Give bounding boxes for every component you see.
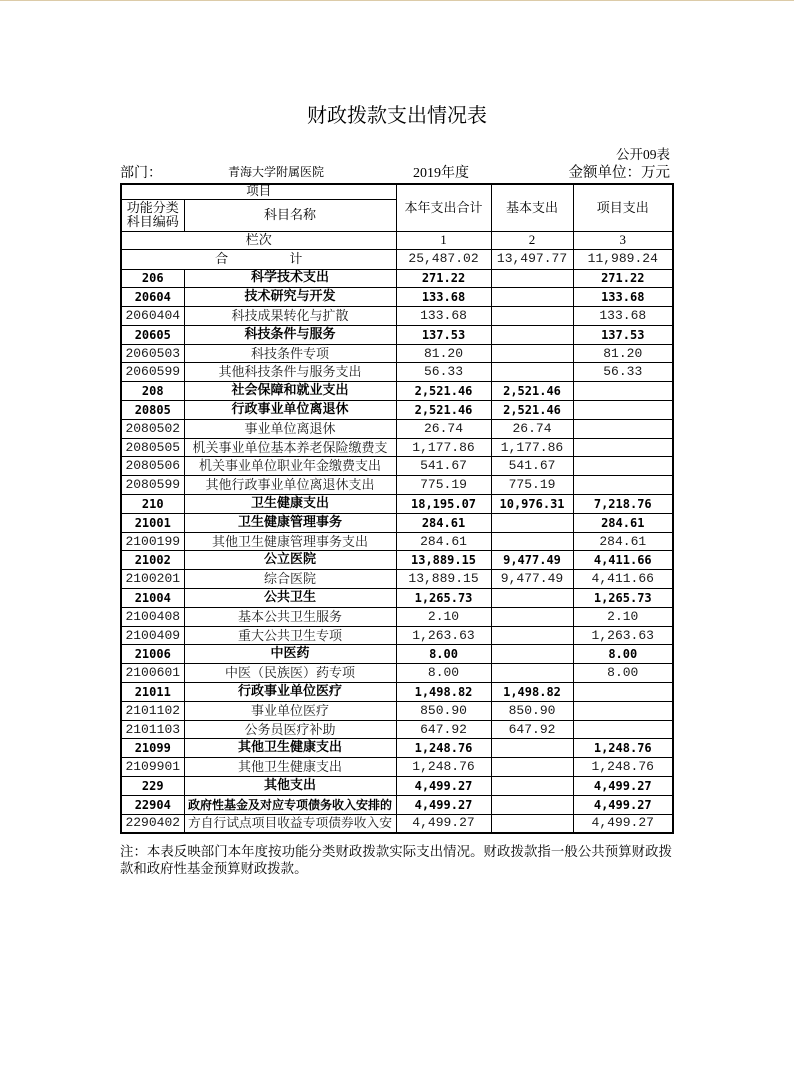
project-expenditure-cell: 271.22: [573, 269, 673, 288]
table-row: [121, 344, 673, 363]
project-expenditure-cell: 56.33: [573, 363, 673, 382]
table-row: [121, 758, 673, 777]
basic-expenditure-cell: 2,521.46: [491, 401, 573, 420]
project-expenditure-header: 项目支出: [573, 184, 673, 231]
subject-name-cell: 事业单位离退休: [184, 419, 396, 438]
project-expenditure-cell: 284.61: [573, 532, 673, 551]
project-expenditure-cell: 1,248.76: [573, 758, 673, 777]
subject-name-cell: 行政事业单位离退休: [184, 401, 396, 420]
table-row: [121, 814, 673, 833]
subject-name-cell: 综合医院: [184, 570, 396, 589]
project-expenditure-cell: 4,411.66: [573, 551, 673, 570]
table-row: [121, 664, 673, 683]
total-expenditure-cell: 284.61: [396, 513, 491, 532]
total-expenditure-cell: 13,889.15: [396, 551, 491, 570]
function-code-cell: 2080506: [121, 457, 184, 476]
grand-total-expenditure: 25,487.02: [396, 249, 491, 269]
column-index-1: 1: [396, 231, 491, 249]
table-row: [121, 438, 673, 457]
header-row-item: [121, 184, 673, 199]
basic-expenditure-cell: [491, 626, 573, 645]
table-row: [121, 777, 673, 796]
function-code-cell: 20805: [121, 401, 184, 420]
project-expenditure-cell: 81.20: [573, 344, 673, 363]
basic-expenditure-cell: [491, 795, 573, 814]
basic-expenditure-cell: [491, 363, 573, 382]
basic-expenditure-cell: 850.90: [491, 701, 573, 720]
function-code-cell: 229: [121, 777, 184, 796]
grand-total-row: [121, 249, 673, 269]
department-label: 部门：: [120, 166, 162, 181]
function-code-cell: 2060599: [121, 363, 184, 382]
basic-expenditure-cell: 1,177.86: [491, 438, 573, 457]
table-row: [121, 419, 673, 438]
total-expenditure-cell: 133.68: [396, 288, 491, 307]
function-code-cell: 22904: [121, 795, 184, 814]
table-row: [121, 551, 673, 570]
project-expenditure-cell: [573, 457, 673, 476]
basic-expenditure-cell: [491, 645, 573, 664]
function-code-cell: 210: [121, 495, 184, 514]
project-expenditure-cell: 2.10: [573, 607, 673, 626]
table-row: [121, 363, 673, 382]
subject-name-cell: 中医药: [184, 645, 396, 664]
function-code-cell: 2100408: [121, 607, 184, 626]
total-expenditure-cell: 4,499.27: [396, 795, 491, 814]
basic-expenditure-cell: [491, 814, 573, 833]
item-header: 项目: [121, 184, 396, 199]
basic-expenditure-cell: [491, 777, 573, 796]
table-row: [121, 495, 673, 514]
basic-expenditure-cell: [491, 758, 573, 777]
subject-name-cell: 行政事业单位医疗: [184, 683, 396, 702]
table-row: [121, 401, 673, 420]
basic-expenditure-cell: 541.67: [491, 457, 573, 476]
basic-expenditure-cell: [491, 325, 573, 344]
table-row: [121, 269, 673, 288]
column-index-2: 2: [491, 231, 573, 249]
basic-expenditure-cell: 10,976.31: [491, 495, 573, 514]
grand-total-project: 11,989.24: [573, 249, 673, 269]
subject-name-cell: 卫生健康支出: [184, 495, 396, 514]
subject-name-cell: 科技条件专项: [184, 344, 396, 363]
basic-expenditure-cell: 2,521.46: [491, 382, 573, 401]
subject-name-cell: 其他卫生健康管理事务支出: [184, 532, 396, 551]
subject-name-cell: 其他卫生健康支出: [184, 758, 396, 777]
grand-total-label: 合 计: [121, 249, 396, 269]
function-code-cell: 208: [121, 382, 184, 401]
project-expenditure-cell: [573, 701, 673, 720]
total-expenditure-cell: 775.19: [396, 476, 491, 495]
table-row: [121, 645, 673, 664]
table-note: 注：本表反映部门本年度按功能分类财政拨款实际支出情况。财政拨款指一般公共预算财政拨款和政府性基金预算财政拨款。: [120, 844, 672, 876]
function-code-header: [121, 199, 184, 231]
total-expenditure-cell: 133.68: [396, 307, 491, 326]
basic-expenditure-cell: [491, 589, 573, 608]
subject-name-cell: 公务员医疗补助: [184, 720, 396, 739]
subject-name-cell: 技术研究与开发: [184, 288, 396, 307]
function-code-cell: 2100409: [121, 626, 184, 645]
table-row: [121, 457, 673, 476]
function-code-cell: 2080599: [121, 476, 184, 495]
function-code-cell: 20604: [121, 288, 184, 307]
table-row: [121, 739, 673, 758]
project-expenditure-cell: 4,499.27: [573, 795, 673, 814]
total-expenditure-cell: 2,521.46: [396, 401, 491, 420]
subject-name-cell: 机关事业单位职业年金缴费支出: [184, 457, 396, 476]
subject-name-cell: 科学技术支出: [184, 269, 396, 288]
subject-name-cell: 中医（民族医）药专项: [184, 664, 396, 683]
total-expenditure-cell: 2,521.46: [396, 382, 491, 401]
table-row: [121, 607, 673, 626]
total-expenditure-header: 本年支出合计: [396, 184, 491, 231]
project-expenditure-cell: 8.00: [573, 664, 673, 683]
table-row: [121, 382, 673, 401]
function-code-cell: 2101102: [121, 701, 184, 720]
project-expenditure-cell: [573, 476, 673, 495]
total-expenditure-cell: 850.90: [396, 701, 491, 720]
subject-name-cell: 重大公共卫生专项: [184, 626, 396, 645]
project-expenditure-cell: 1,263.63: [573, 626, 673, 645]
total-expenditure-cell: 13,889.15: [396, 570, 491, 589]
function-code-cell: 21001: [121, 513, 184, 532]
function-code-cell: 206: [121, 269, 184, 288]
subject-name-cell: 科技成果转化与扩散: [184, 307, 396, 326]
project-expenditure-cell: 7,218.76: [573, 495, 673, 514]
project-expenditure-cell: [573, 419, 673, 438]
function-code-cell: 20605: [121, 325, 184, 344]
function-code-cell: 2100201: [121, 570, 184, 589]
table-row: [121, 288, 673, 307]
total-expenditure-cell: 8.00: [396, 664, 491, 683]
table-row: [121, 720, 673, 739]
function-code-cell: 2100199: [121, 532, 184, 551]
table-row: [121, 570, 673, 589]
subject-name-cell: 公共卫生: [184, 589, 396, 608]
column-index-3: 3: [573, 231, 673, 249]
subject-name-cell: 政府性基金及对应专项债务收入安排的: [184, 795, 396, 814]
basic-expenditure-cell: [491, 532, 573, 551]
basic-expenditure-cell: [491, 288, 573, 307]
total-expenditure-cell: 1,265.73: [396, 589, 491, 608]
amount-unit: 金额单位：万元: [568, 165, 670, 181]
function-code-cell: 21004: [121, 589, 184, 608]
total-expenditure-cell: 137.53: [396, 325, 491, 344]
basic-expenditure-cell: [491, 513, 573, 532]
function-code-cell: 2060503: [121, 344, 184, 363]
basic-expenditure-cell: [491, 664, 573, 683]
subject-name-cell: 其他卫生健康支出: [184, 739, 396, 758]
basic-expenditure-cell: [491, 269, 573, 288]
function-code-cell: 21002: [121, 551, 184, 570]
subject-name-cell: 其他科技条件与服务支出: [184, 363, 396, 382]
total-expenditure-cell: 1,263.63: [396, 626, 491, 645]
table-row: [121, 626, 673, 645]
page-top-edge: [0, 0, 794, 1]
total-expenditure-cell: 1,177.86: [396, 438, 491, 457]
basic-expenditure-cell: 26.74: [491, 419, 573, 438]
total-expenditure-cell: 1,498.82: [396, 683, 491, 702]
total-expenditure-cell: 2.10: [396, 607, 491, 626]
table-row: [121, 589, 673, 608]
total-expenditure-cell: 647.92: [396, 720, 491, 739]
function-code-header-line2: 科目编码: [126, 214, 179, 229]
column-index-row: [121, 231, 673, 249]
basic-expenditure-cell: [491, 739, 573, 758]
basic-expenditure-cell: [491, 607, 573, 626]
subject-name-cell: 社会保障和就业支出: [184, 382, 396, 401]
subject-name-cell: 卫生健康管理事务: [184, 513, 396, 532]
function-code-cell: 21011: [121, 683, 184, 702]
total-expenditure-cell: 284.61: [396, 532, 491, 551]
total-expenditure-cell: 56.33: [396, 363, 491, 382]
table-row: [121, 476, 673, 495]
project-expenditure-cell: 284.61: [573, 513, 673, 532]
function-code-cell: 21006: [121, 645, 184, 664]
function-code-cell: 2080502: [121, 419, 184, 438]
basic-expenditure-cell: [491, 307, 573, 326]
basic-expenditure-header: 基本支出: [491, 184, 573, 231]
project-expenditure-cell: 1,265.73: [573, 589, 673, 608]
form-number: 公开09表: [616, 147, 670, 162]
fiscal-year: 2019年度: [413, 166, 469, 181]
project-expenditure-cell: 4,499.27: [573, 814, 673, 833]
basic-expenditure-cell: 647.92: [491, 720, 573, 739]
project-expenditure-cell: 4,499.27: [573, 777, 673, 796]
total-expenditure-cell: 271.22: [396, 269, 491, 288]
subject-name-cell: 公立医院: [184, 551, 396, 570]
total-expenditure-cell: 26.74: [396, 419, 491, 438]
project-expenditure-cell: 133.68: [573, 307, 673, 326]
subject-name-cell: 机关事业单位基本养老保险缴费支: [184, 438, 396, 457]
total-expenditure-cell: 1,248.76: [396, 758, 491, 777]
subject-name-cell: 方自行试点项目收益专项债券收入安: [184, 814, 396, 833]
function-code-cell: 2060404: [121, 307, 184, 326]
function-code-cell: 2101103: [121, 720, 184, 739]
total-expenditure-cell: 4,499.27: [396, 814, 491, 833]
total-expenditure-cell: 4,499.27: [396, 777, 491, 796]
expenditure-table: [120, 183, 674, 834]
function-code-cell: 2109901: [121, 758, 184, 777]
table-row: [121, 532, 673, 551]
total-expenditure-cell: 8.00: [396, 645, 491, 664]
grand-total-basic: 13,497.77: [491, 249, 573, 269]
project-expenditure-cell: 1,248.76: [573, 739, 673, 758]
function-code-cell: 2290402: [121, 814, 184, 833]
subject-name-cell: 事业单位医疗: [184, 701, 396, 720]
basic-expenditure-cell: 775.19: [491, 476, 573, 495]
total-expenditure-cell: 18,195.07: [396, 495, 491, 514]
column-index-label: 栏次: [121, 231, 396, 249]
total-expenditure-cell: 1,248.76: [396, 739, 491, 758]
function-code-header-line1: 功能分类: [126, 200, 179, 215]
subject-name-header: 科目名称: [184, 199, 396, 231]
subject-name-cell: 其他行政事业单位离退休支出: [184, 476, 396, 495]
table-row: [121, 325, 673, 344]
project-expenditure-cell: 4,411.66: [573, 570, 673, 589]
function-code-cell: 21099: [121, 739, 184, 758]
project-expenditure-cell: [573, 720, 673, 739]
project-expenditure-cell: [573, 683, 673, 702]
subject-name-cell: 其他支出: [184, 777, 396, 796]
function-code-cell: 2100601: [121, 664, 184, 683]
table-header: [121, 184, 673, 269]
table-row: [121, 701, 673, 720]
total-expenditure-cell: 541.67: [396, 457, 491, 476]
basic-expenditure-cell: [491, 344, 573, 363]
project-expenditure-cell: [573, 382, 673, 401]
department-name: 青海大学附属医院: [228, 165, 325, 179]
table-row: [121, 683, 673, 702]
subject-name-cell: 基本公共卫生服务: [184, 607, 396, 626]
basic-expenditure-cell: 9,477.49: [491, 570, 573, 589]
table-body: [121, 269, 673, 833]
total-expenditure-cell: 81.20: [396, 344, 491, 363]
project-expenditure-cell: 137.53: [573, 325, 673, 344]
page-title: 财政拨款支出情况表: [307, 103, 487, 127]
table-row: [121, 307, 673, 326]
project-expenditure-cell: 133.68: [573, 288, 673, 307]
function-code-cell: 2080505: [121, 438, 184, 457]
project-expenditure-cell: [573, 438, 673, 457]
project-expenditure-cell: 8.00: [573, 645, 673, 664]
basic-expenditure-cell: 9,477.49: [491, 551, 573, 570]
subject-name-cell: 科技条件与服务: [184, 325, 396, 344]
basic-expenditure-cell: 1,498.82: [491, 683, 573, 702]
table-row: [121, 795, 673, 814]
project-expenditure-cell: [573, 401, 673, 420]
table-row: [121, 513, 673, 532]
